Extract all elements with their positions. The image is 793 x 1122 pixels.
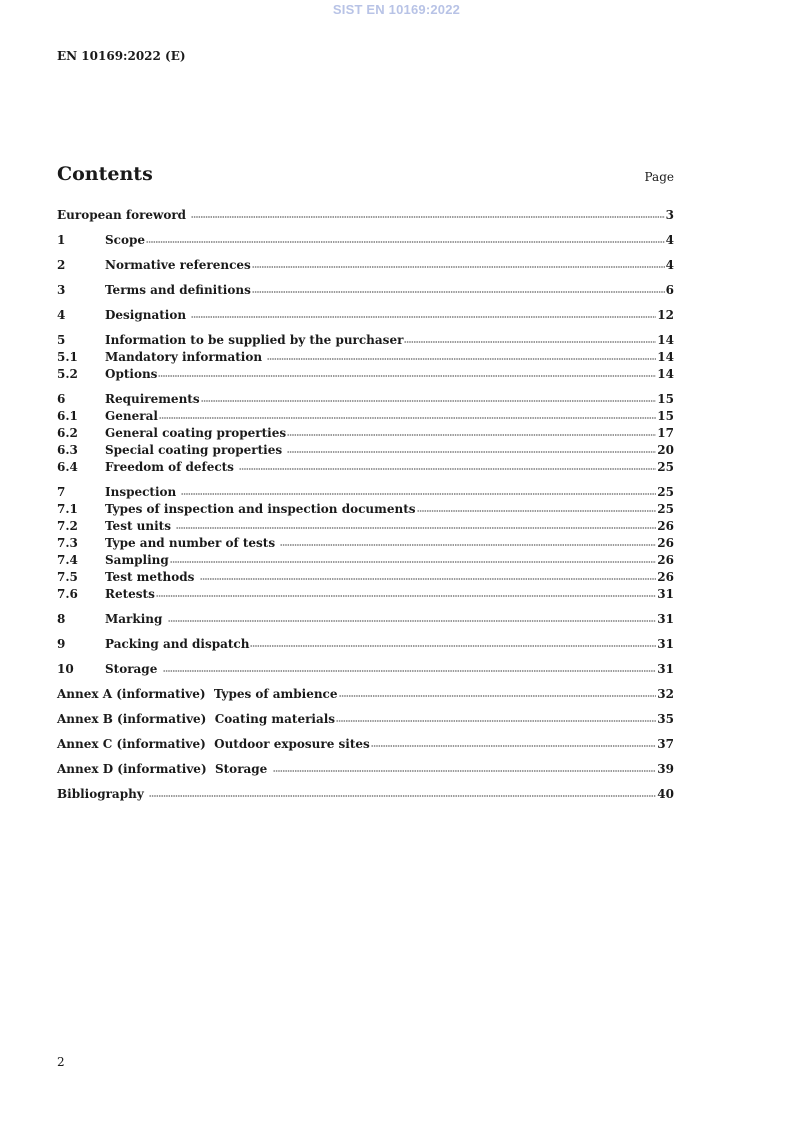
dot-leader — [287, 450, 656, 454]
dot-leader — [191, 315, 656, 319]
toc-entry-page: 15 — [657, 392, 674, 406]
toc-entry-title: Special coating properties — [105, 443, 287, 457]
toc-entry-number: 9 — [57, 637, 66, 651]
table-of-contents — [57, 207, 674, 803]
toc-entry-title: Test units — [105, 519, 176, 533]
toc-entry[interactable] — [57, 761, 674, 778]
dot-leader — [176, 526, 656, 530]
dot-leader — [287, 433, 656, 437]
toc-entry-page: 14 — [657, 350, 674, 364]
toc-entry-page: 17 — [657, 426, 674, 440]
toc-entry-number: 10 — [57, 662, 74, 676]
toc-entry-title: Normative references — [105, 258, 251, 272]
toc-entry-page: 3 — [665, 208, 674, 222]
toc-entry-title: Options — [105, 367, 158, 381]
document-id: EN 10169:2022 (E) — [57, 49, 186, 63]
toc-entry-number: 6.2 — [57, 426, 78, 440]
toc-entry-title: Terms and definitions — [105, 283, 251, 297]
toc-entry[interactable] — [57, 366, 674, 383]
toc-entry-page: 14 — [657, 367, 674, 381]
toc-entry-title: Types of inspection and inspection documents — [105, 502, 416, 516]
toc-entry-page: 25 — [657, 460, 674, 474]
toc-entry[interactable] — [57, 786, 674, 803]
toc-entry[interactable] — [57, 391, 674, 408]
toc-entry-title: Marking — [105, 612, 167, 626]
toc-entry[interactable] — [57, 569, 674, 586]
toc-entry[interactable] — [57, 518, 674, 535]
toc-entry-page: 31 — [657, 662, 674, 676]
toc-entry-title: Requirements — [105, 392, 200, 406]
dot-leader — [158, 374, 656, 378]
toc-entry-number: 4 — [57, 308, 66, 322]
toc-entry-number: 6 — [57, 392, 66, 406]
toc-entry[interactable] — [57, 611, 674, 628]
toc-entry-page: 32 — [657, 687, 674, 701]
toc-entry-number: 7.2 — [57, 519, 78, 533]
toc-entry-number: 6.4 — [57, 460, 78, 474]
toc-entry-number: 5.1 — [57, 350, 78, 364]
toc-entry-title: Information to be supplied by the purchaser — [105, 333, 404, 347]
dot-leader — [273, 769, 657, 773]
toc-entry[interactable] — [57, 307, 674, 324]
toc-entry-title: Storage — [105, 662, 162, 676]
dot-leader — [170, 560, 657, 564]
toc-entry-title: Retests — [105, 587, 155, 601]
toc-entry[interactable] — [57, 459, 674, 476]
contents-heading: Contents — [57, 163, 153, 185]
toc-entry-title: Bibliography — [57, 787, 148, 801]
toc-entry-title: European foreword — [57, 208, 191, 222]
toc-entry[interactable] — [57, 442, 674, 459]
toc-entry-title: Freedom of defects — [105, 460, 239, 474]
watermark: SIST EN 10169:2022 — [332, 2, 461, 17]
dot-leader — [201, 399, 657, 403]
toc-entry[interactable] — [57, 736, 674, 753]
toc-entry-page: 26 — [657, 570, 674, 584]
toc-entry-title: Annex A (informative) Types of ambience — [57, 687, 338, 701]
dot-leader — [146, 240, 665, 244]
toc-entry-page: 26 — [657, 519, 674, 533]
toc-entry-title: Designation — [105, 308, 191, 322]
toc-entry[interactable] — [57, 636, 674, 653]
toc-entry[interactable] — [57, 408, 674, 425]
toc-entry-number: 7.4 — [57, 553, 78, 567]
toc-entry-number: 6.3 — [57, 443, 78, 457]
toc-entry-page: 35 — [657, 712, 674, 726]
toc-entry-number: 7.5 — [57, 570, 78, 584]
toc-entry-number: 3 — [57, 283, 66, 297]
dot-leader — [252, 265, 665, 269]
toc-entry[interactable] — [57, 207, 674, 224]
toc-entry[interactable] — [57, 501, 674, 518]
toc-entry-number: 1 — [57, 233, 66, 247]
toc-entry-page: 31 — [657, 587, 674, 601]
dot-leader — [404, 340, 656, 344]
toc-entry[interactable] — [57, 711, 674, 728]
toc-entry-page: 14 — [657, 333, 674, 347]
toc-entry-number: 2 — [57, 258, 66, 272]
toc-entry-page: 12 — [657, 308, 674, 322]
toc-entry-title: Annex B (informative) Coating materials — [57, 712, 336, 726]
toc-entry-page: 26 — [657, 553, 674, 567]
dot-leader — [191, 215, 664, 219]
dot-leader — [267, 357, 656, 361]
toc-entry-page: 20 — [657, 443, 674, 457]
toc-entry-title: Scope — [105, 233, 146, 247]
toc-entry[interactable] — [57, 686, 674, 703]
toc-entry-number: 6.1 — [57, 409, 78, 423]
toc-entry-title: Annex D (informative) Storage — [57, 762, 272, 776]
toc-entry-number: 5 — [57, 333, 66, 347]
dot-leader — [149, 794, 656, 798]
toc-entry[interactable] — [57, 232, 674, 249]
toc-entry-title: Packing and dispatch — [105, 637, 250, 651]
toc-entry-page: 4 — [665, 258, 674, 272]
toc-entry[interactable] — [57, 282, 674, 299]
toc-entry[interactable] — [57, 484, 674, 501]
toc-entry[interactable] — [57, 586, 674, 603]
dot-leader — [156, 594, 656, 598]
dot-leader — [280, 543, 656, 547]
toc-entry[interactable] — [57, 535, 674, 552]
toc-entry-page: 39 — [657, 762, 674, 776]
toc-entry-page: 25 — [657, 485, 674, 499]
page-column-label: Page — [644, 170, 674, 184]
dot-leader — [181, 492, 656, 496]
toc-entry[interactable] — [57, 425, 674, 442]
dot-leader — [336, 719, 656, 723]
toc-entry-page: 26 — [657, 536, 674, 550]
toc-entry-number: 5.2 — [57, 367, 78, 381]
toc-entry-title: General — [105, 409, 158, 423]
toc-entry-page: 40 — [657, 787, 674, 801]
toc-entry-number: 7.6 — [57, 587, 78, 601]
dot-leader — [163, 669, 657, 673]
toc-entry-page: 4 — [665, 233, 674, 247]
toc-entry-number: 7.3 — [57, 536, 78, 550]
dot-leader — [250, 644, 656, 648]
toc-entry-page: 15 — [657, 409, 674, 423]
dot-leader — [417, 509, 657, 513]
toc-entry-page: 31 — [657, 612, 674, 626]
dot-leader — [371, 744, 657, 748]
toc-entry-title: Sampling — [105, 553, 169, 567]
dot-leader — [200, 577, 657, 581]
toc-entry-number: 7.1 — [57, 502, 78, 516]
toc-entry-page: 37 — [657, 737, 674, 751]
toc-entry[interactable] — [57, 257, 674, 274]
dot-leader — [339, 694, 657, 698]
dot-leader — [168, 619, 657, 623]
toc-entry-title: Type and number of tests — [105, 536, 280, 550]
toc-entry-title: Annex C (informative) Outdoor exposure sites — [57, 737, 370, 751]
toc-entry[interactable] — [57, 349, 674, 366]
page-number: 2 — [57, 1055, 65, 1069]
toc-entry-page: 25 — [657, 502, 674, 516]
toc-entry-title: Inspection — [105, 485, 181, 499]
dot-leader — [252, 290, 665, 294]
toc-entry-number: 8 — [57, 612, 66, 626]
toc-entry-page: 31 — [657, 637, 674, 651]
toc-entry-title: Test methods — [105, 570, 199, 584]
dot-leader — [239, 467, 656, 471]
toc-entry[interactable] — [57, 552, 674, 569]
toc-entry-title: Mandatory information — [105, 350, 267, 364]
toc-entry[interactable] — [57, 332, 674, 349]
toc-entry[interactable] — [57, 661, 674, 678]
dot-leader — [159, 416, 656, 420]
toc-entry-page: 6 — [665, 283, 674, 297]
toc-entry-title: General coating properties — [105, 426, 287, 440]
toc-entry-number: 7 — [57, 485, 66, 499]
